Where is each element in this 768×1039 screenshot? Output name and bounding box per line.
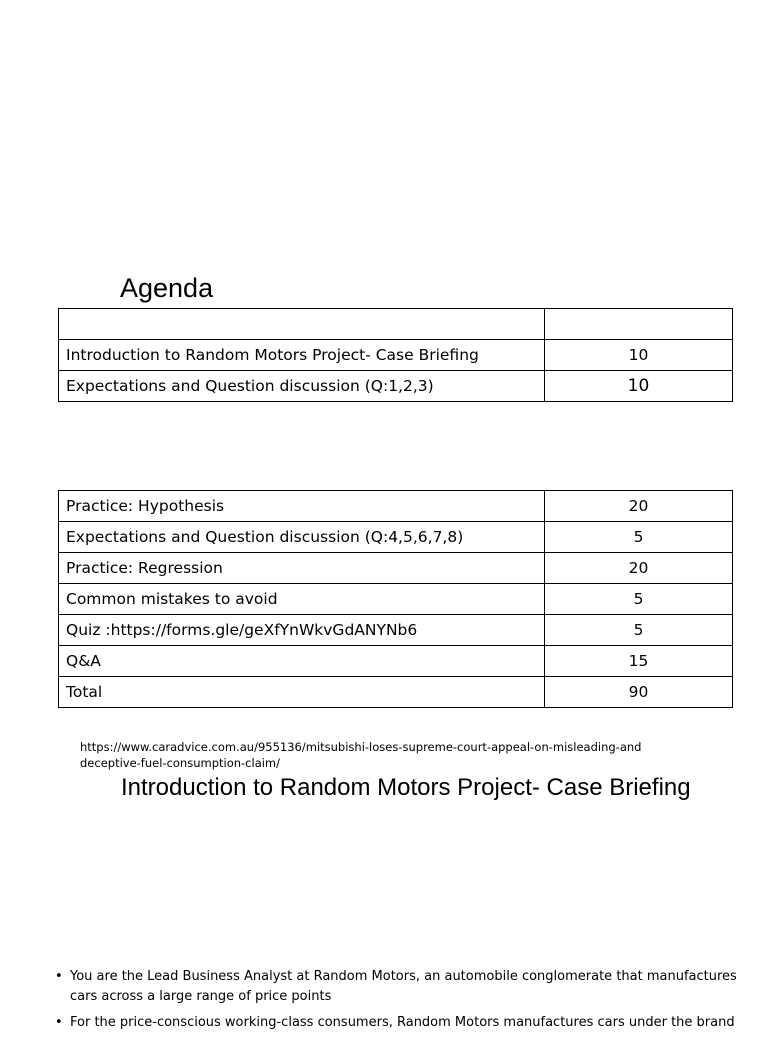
time-cell: 10: [545, 371, 733, 402]
table-row: [59, 309, 733, 340]
time-cell: 15: [545, 646, 733, 677]
agenda-table-2: [58, 490, 733, 708]
topic-cell: Practice: Regression: [59, 553, 545, 584]
agenda-heading: Agenda: [120, 273, 214, 303]
time-cell: 90: [545, 677, 733, 708]
list-item: [55, 967, 745, 1007]
time-cell: [545, 309, 733, 340]
bullet-text: For the price-conscious working-class consumers, Random Motors manufactures cars under the brand: [70, 1015, 735, 1030]
section-title: Introduction to Random Motors Project- Case Briefing: [121, 774, 691, 801]
bullet-text: You are the Lead Business Analyst at Random Motors, an automobile conglomerate that manufactures cars across a large range of price points: [70, 969, 737, 1004]
topic-cell: Practice: Hypothesis: [59, 491, 545, 522]
table-row: [59, 677, 733, 708]
bullet-glyph: •: [55, 969, 63, 984]
table-row: [59, 584, 733, 615]
topic-cell: Common mistakes to avoid: [59, 584, 545, 615]
table-row: [59, 553, 733, 584]
bullet-list: [55, 967, 745, 1039]
topic-cell: Expectations and Question discussion (Q:1,2,3): [59, 371, 545, 402]
table-row: [59, 340, 733, 371]
table-row: [59, 371, 733, 402]
topic-cell: Q&A: [59, 646, 545, 677]
bullet-glyph: •: [55, 1015, 63, 1030]
topic-cell: [59, 309, 545, 340]
time-cell: 20: [545, 553, 733, 584]
time-cell: 5: [545, 522, 733, 553]
topic-cell: Total: [59, 677, 545, 708]
table-row: [59, 615, 733, 646]
agenda-table-1: [58, 308, 733, 402]
topic-cell: Expectations and Question discussion (Q:4,5,6,7,8): [59, 522, 545, 553]
source-link[interactable]: https://www.caradvice.com.au/955136/mitsubishi-loses-supreme-court-appeal-on-misleading-and deceptive-fuel-consumption-claim/: [80, 740, 642, 770]
topic-cell: Introduction to Random Motors Project- Case Briefing: [59, 340, 545, 371]
table-row: [59, 491, 733, 522]
table-row: [59, 646, 733, 677]
time-cell: 5: [545, 615, 733, 646]
time-cell: 20: [545, 491, 733, 522]
table-row: [59, 522, 733, 553]
time-cell: 5: [545, 584, 733, 615]
time-cell: 10: [545, 340, 733, 371]
topic-cell: Quiz :https://forms.gle/geXfYnWkvGdANYNb6: [59, 615, 545, 646]
list-item: [55, 1013, 745, 1033]
